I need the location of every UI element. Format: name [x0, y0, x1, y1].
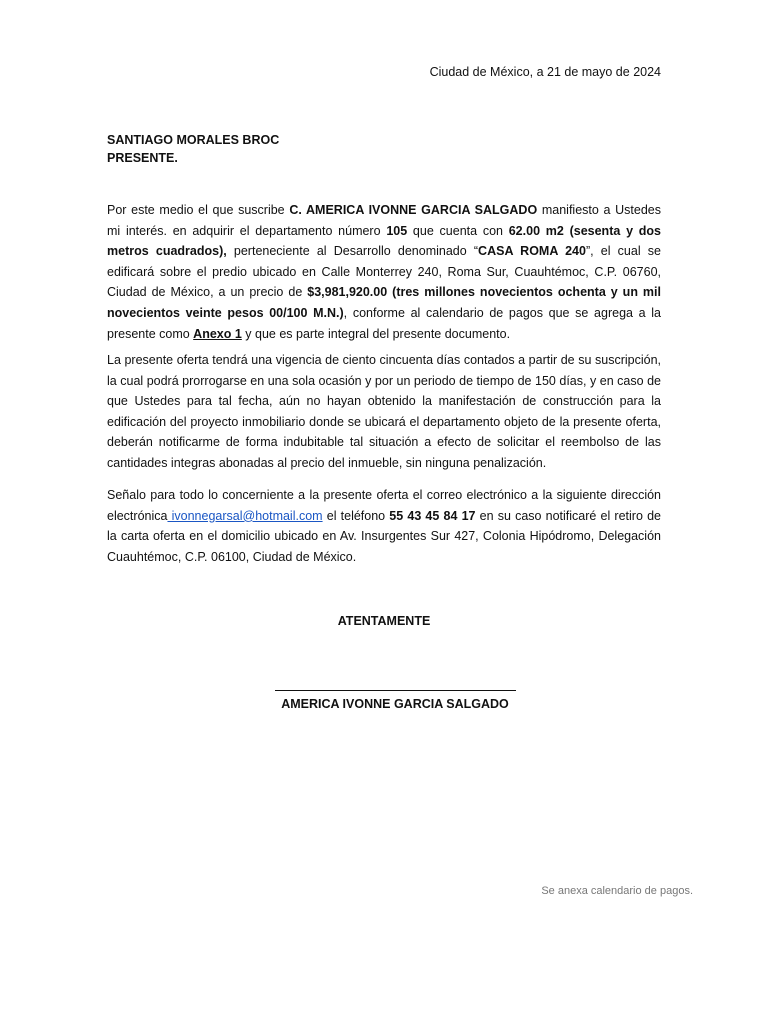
- offer-area: 62.00 m2 (sesenta y dos metros cuadrados),: [107, 223, 661, 259]
- email-link[interactable]: ivonnegarsal@hotmail.com: [167, 508, 323, 523]
- offer-annex-ref: Anexo 1: [193, 326, 242, 341]
- offer-unit-number: 105: [386, 223, 408, 238]
- signature-line: [275, 690, 516, 691]
- offer-text-5: ”, el cual se edificará sobre el predio ubicado en Calle Monterrey 240, Roma Sur, Cuauhtémoc, C.P. 06760, Ciudad de México, a un precio de: [107, 244, 661, 300]
- offer-subscriber: C. AMERICA IVONNE GARCIA SALGADO: [289, 203, 538, 217]
- contact-text-3: en su caso notificaré el retiro de la carta oferta en el domicilio ubicado en Av. Insurgentes Sur 427, Colonia Hipódromo, Delegación Cuauhtémoc, C.P. 06100, Ciudad de México.: [107, 508, 661, 564]
- addressee-salutation: PRESENTE.: [107, 151, 178, 165]
- annex-note: Se anexa calendario de pagos.: [541, 885, 693, 897]
- offer-text-1: Por este medio el que suscribe: [107, 203, 290, 217]
- contact-text-2: el teléfono: [322, 508, 390, 523]
- offer-text-3: que cuenta con: [407, 223, 509, 238]
- offer-development-name: CASA ROMA 240: [478, 244, 586, 259]
- offer-text-6: , conforme al calendario de pagos que se agrega a la presente como: [107, 305, 661, 341]
- phone-number: 55 43 45 84 17: [389, 508, 476, 523]
- paragraph-offer: [107, 200, 661, 344]
- closing-text: ATENTAMENTE: [337, 614, 431, 628]
- paragraph-validity: La presente oferta tendrá una vigencia de ciento cincuenta días contados a partir de su suscripción, la cual podrá prorrogarse en una sola ocasión y por un periodo de tiempo de 150 días, y en caso de que Ustedes para tal fecha, aún no hayan obtenido la manifestación de construcción para la edificación del proyecto inmobiliario donde se ubicará el departamento objeto de la presente oferta, deberán notificarme de forma indubitable tal situación a efecto de solicitar el reembolso de las cantidades integras abonadas al precio del inmueble, sin ninguna penalización.: [107, 353, 661, 470]
- offer-text-4: perteneciente al Desarrollo denominado “: [226, 244, 479, 259]
- offer-text-7: y que es parte integral del presente documento.: [241, 326, 511, 341]
- paragraph-contact: [107, 485, 661, 567]
- signatory-name: AMERICA IVONNE GARCIA SALGADO: [281, 697, 509, 711]
- offer-text-2: manifiesto a Ustedes mi interés. en adquirir el departamento número: [107, 203, 661, 238]
- contact-text-1: Señalo para todo lo concerniente a la presente oferta el correo electrónico a la siguiente dirección electrónica: [107, 488, 661, 523]
- addressee-name: SANTIAGO MORALES BROC: [107, 133, 280, 147]
- addressee-block: [107, 131, 279, 167]
- offer-price: $3,981,920.00 (tres millones novecientos ochenta y un mil novecientos veinte pesos 00/100 M.N.): [107, 285, 661, 320]
- date-line: Ciudad de México, a 21 de mayo de 2024: [429, 65, 661, 79]
